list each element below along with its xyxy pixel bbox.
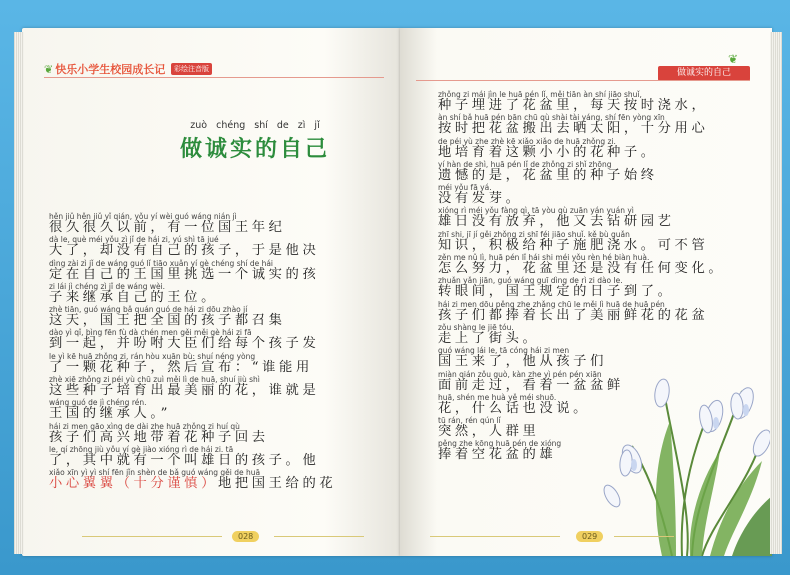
hanzi-line: 突然，人群里	[438, 424, 540, 440]
pinyin-line: pěng zhe kōng huā pén de xióng	[438, 439, 562, 449]
hanzi-line: 子来继承自己的王位。	[49, 289, 218, 305]
page-stack-left	[14, 32, 24, 554]
pinyin-line: xiǎo xīn yì yì shí fēn jǐn shèn de bǎ guó wáng gěi de huā	[49, 468, 261, 478]
text-line	[438, 183, 738, 206]
pinyin-line: xióng rì méi yǒu fàng qì, tā yòu qù zuān yán yuán yì	[438, 206, 634, 216]
hanzi-line: 知识，积极给种子施肥浇水。可不管	[438, 237, 709, 253]
pinyin-line: zhī shi, jī jí gěi zhǒng zi shī féi jiāo shuǐ. kě bù guǎn	[438, 229, 630, 239]
pinyin-line: zěn me nǔ lì, huā pén lǐ hái shi méi yǒu rèn hé biàn huà.	[438, 253, 650, 263]
pinyin-line: zhè tiān, guó wáng bǎ quán guó de hái zi dōu zhào jí	[49, 305, 248, 315]
hanzi-line: 种子埋进了花盆里，每天按时浇水，	[438, 98, 709, 113]
text-line	[438, 137, 738, 160]
text-line	[49, 398, 379, 421]
footer-rule-left	[82, 536, 222, 537]
pinyin-line: àn shí bǎ huā pén bān chū qù shài tài yáng, shí fēn yòng xīn	[438, 113, 665, 123]
edition-badge: 彩绘注音版	[171, 63, 212, 75]
hanzi-line: 捧着空花盆的雄	[438, 447, 557, 463]
left-page	[22, 28, 400, 556]
hanzi-line: 王国的继承人。”	[49, 406, 172, 422]
text-line	[49, 468, 379, 491]
pinyin-line: guó wáng lái le, tā cóng hái zi men	[438, 346, 570, 356]
series-title-text: 快乐小学生校园成长记	[55, 63, 166, 76]
highlighted-phrase: 小心翼翼（十分谨慎）	[49, 476, 218, 492]
text-line	[49, 212, 379, 235]
hanzi-line: 孩子们高兴地带着花种子回去	[49, 429, 269, 445]
page-stack-right	[770, 32, 782, 554]
text-line	[49, 305, 379, 328]
pinyin-line: le, qí zhōng jiù yǒu yí gè jiào xióng rì de hái zi. tā	[49, 444, 234, 454]
hanzi-line: 花，什么话也没说。	[438, 400, 591, 416]
hanzi-text: 地把国王给的花	[217, 476, 337, 492]
title-pinyin: zuò chéng shí de zì jǐ	[190, 120, 320, 131]
text-line	[49, 328, 379, 351]
text-line	[438, 90, 738, 113]
hanzi-line: 到一起，并吩咐大臣们给每个孩子发	[49, 336, 320, 352]
text-line	[49, 282, 379, 305]
story-title: 做诚实的自己	[179, 136, 330, 162]
text-line	[49, 352, 379, 375]
page-number-left: 028	[232, 531, 259, 542]
hanzi-line	[49, 477, 379, 491]
pinyin-line: dào yì qǐ, bìng fēn fù dà chén men gěi měi gè hái zi fā	[49, 328, 252, 338]
right-page	[400, 28, 772, 556]
hanzi-line: 遗憾的是，花盆里的种子始终	[438, 167, 658, 183]
sprout-icon: ❦	[44, 63, 54, 76]
hanzi-line: 很久很久以前，有一位国王年纪	[49, 220, 286, 235]
pinyin-line: hái zi men dōu pěng zhe zhǎng chū le měi lì huā de huā pén	[438, 299, 665, 309]
pinyin-line: miàn qián zǒu guò, kàn zhe yì pén pén xiān	[438, 369, 602, 379]
text-line	[438, 160, 738, 183]
pinyin-line: wáng guó de jì chéng rén.	[49, 398, 147, 408]
pinyin-line: zhè xiē zhǒng zi péi yù chū zuì měi lì de huā, shuí jiù shì	[49, 375, 260, 385]
footer-rule-right	[274, 536, 364, 537]
hanzi-line: 定在自己的王国里挑选一个诚实的孩	[49, 266, 320, 282]
hanzi-line: 国王来了，他从孩子们	[438, 354, 607, 370]
text-line	[49, 235, 379, 258]
text-line	[438, 230, 738, 253]
pinyin-line: le yì kē huā zhǒng zi, rán hòu xuān bù: shuí néng yòng	[49, 351, 256, 361]
hanzi-line: 面前走过，看着一盆盆鲜	[438, 377, 624, 393]
hanzi-line: 大了，却没有自己的孩子，于是他决	[49, 243, 320, 259]
pinyin-line: zhuǎn yǎn jiān, guó wáng guī dìng de rì zi dào le.	[438, 276, 623, 286]
hanzi-line: 地培育着这颗小小的花种子。	[438, 144, 658, 160]
hanzi-line: 了一颗花种子，然后宣布：“谁能用	[49, 359, 313, 375]
text-line	[438, 253, 738, 276]
pinyin-line: zǒu shàng le jiē tóu.	[438, 322, 514, 332]
snowdrop-flowers-illustration	[592, 311, 772, 556]
pinyin-line: hái zi men gāo xìng de dài zhe huā zhǒng zi huí qù	[49, 421, 240, 431]
left-text-block	[49, 212, 379, 492]
hanzi-line: 这些种子培育出最美丽的花，谁就是	[49, 383, 320, 399]
hanzi-line: 没有发芽。	[438, 191, 523, 207]
text-line	[438, 113, 738, 136]
pinyin-line: huā, shén me huà yě méi shuō.	[438, 392, 557, 402]
text-line	[49, 445, 379, 468]
text-line	[438, 206, 738, 229]
pinyin-line: yí hàn de shì, huā pén lǐ de zhǒng zi shǐ zhōng	[438, 159, 612, 169]
pinyin-line: tū rán, rén qún lǐ	[438, 416, 501, 426]
text-line	[438, 276, 738, 299]
header-rule	[416, 80, 750, 81]
hanzi-line: 走上了街头。	[438, 330, 540, 346]
pinyin-line: hěn jiǔ hěn jiǔ yǐ qián, yǒu yí wèi guó wáng nián jì	[49, 212, 237, 221]
sprout-icon: ❦	[727, 52, 738, 66]
pinyin-line: zhǒng zi mái jìn le huā pén lǐ, měi tiān àn shí jiāo shuǐ,	[438, 90, 642, 99]
series-title	[44, 61, 165, 77]
pinyin-line: zi lái jì chéng zì jǐ de wáng wèi.	[49, 281, 166, 291]
text-line	[49, 259, 379, 282]
hanzi-line: 怎么努力，花盆里还是没有任何变化。	[438, 261, 726, 277]
pinyin-line: méi yǒu fā yá.	[438, 183, 492, 193]
footer-rule-left	[430, 536, 560, 537]
hanzi-line: 转眼间，国王规定的日子到了。	[438, 284, 675, 300]
header-rule	[44, 77, 384, 78]
pinyin-line: dìng zài zì jǐ de wáng guó lǐ tiāo xuǎn yí gè chéng shí de hái	[49, 258, 274, 268]
hanzi-line: 了，其中就有一个叫雄日的孩子。他	[49, 452, 320, 468]
hanzi-line: 这天，国王把全国的孩子都召集	[49, 313, 286, 329]
hanzi-line: 雄日没有放弃，他又去钻研园艺	[438, 214, 675, 230]
text-line	[49, 422, 379, 445]
text-line	[49, 375, 379, 398]
footer-rule-right	[614, 536, 674, 537]
hanzi-line: 孩子们都捧着长出了美丽鲜花的花盆	[438, 307, 709, 323]
open-book	[22, 14, 772, 566]
pinyin-line: dà le, què méi yǒu zì jǐ de hái zi, yú shì tā jué	[49, 235, 219, 245]
hanzi-line: 按时把花盆搬出去晒太阳，十分用心	[438, 121, 709, 137]
page-number-right: 029	[576, 531, 603, 542]
chapter-header: 做诚实的自己	[658, 66, 750, 81]
pinyin-line: de péi yù zhe zhè kē xiǎo xiǎo de huā zhǒng zi.	[438, 136, 616, 146]
